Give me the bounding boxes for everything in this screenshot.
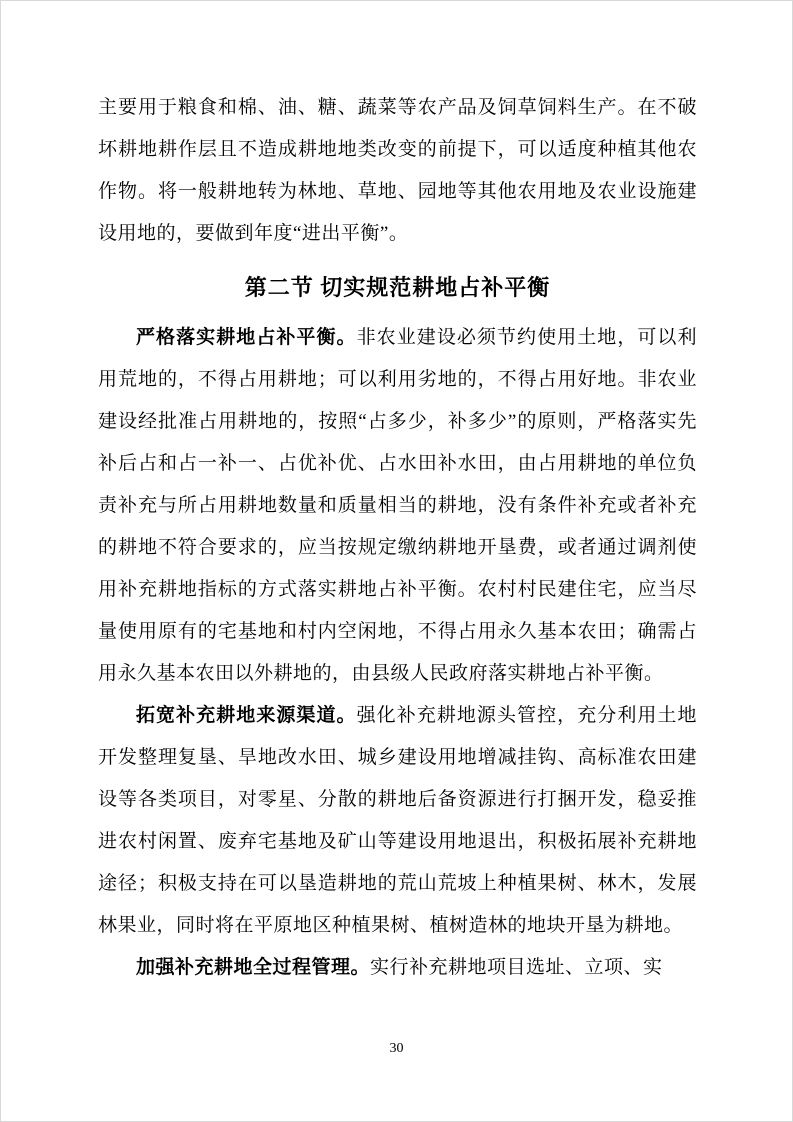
paragraph-text: 强化补充耕地源头管控，充分利用土地开发整理复垦、旱地改水田、城乡建设用地增减挂钩、高标准农田建设等各类项目，对零星、分散的耕地后备资源进行打捆开发，稳妥推进农村闲置、废弃宅基地及矿山等建设用地退出，积极拓展补充耕地途径；积极支持在可以垦造耕地的荒山荒坡上种植果树、林木，发展林果业，同时将在平原地区种植果树、植树造林的地块开垦为耕地。 [98,705,697,936]
page-number: 30 [389,1041,404,1056]
paragraph-text: 非农业建设必须节约使用土地，可以利用荒地的，不得占用耕地；可以利用劣地的，不得占用好地。非农业建设经批准占用耕地的，按照“占多少，补多少”的原则，严格落实先补后占和占一补一、占优补优、占水田补水田，由占用耕地的单位负责补充与所占用耕地数量和质量相当的耕地，没有条件补充或者补充的耕地不符合要求的，应当按规定缴纳耕地开垦费，或者通过调剂使用补充耕地指标的方式落实耕地占补平衡。农村村民建住宅，应当尽量使用原有的宅基地和村内空闲地，不得占用永久基本农田；确需占用永久基本农田以外耕地的，由县级人民政府落实耕地占补平衡。 [98,327,697,684]
paragraph-text: 实行补充耕地项目选址、立项、实 [370,957,663,978]
paragraph-continuation: 主要用于粮食和棉、油、糖、蔬菜等农产品及饲草饲料生产。在不破坏耕地耕作层且不造成耕地地类改变的前提下，可以适度种植其他农作物。将一般耕地转为林地、草地、园地等其他农用地及农业设施建设用地的，要做到年度“进出平衡”。 [98,97,697,244]
paragraph-lead: 严格落实耕地占补平衡。 [136,327,357,348]
paragraph-lead: 加强补充耕地全过程管理。 [136,957,371,978]
paragraph [98,695,697,947]
section-title: 第二节 切实规范耕地占补平衡 [244,275,551,300]
paragraph [98,947,697,989]
document-content [1,1,792,989]
paragraph [98,317,697,695]
paragraph-lead: 拓宽补充耕地来源渠道。 [136,705,357,726]
